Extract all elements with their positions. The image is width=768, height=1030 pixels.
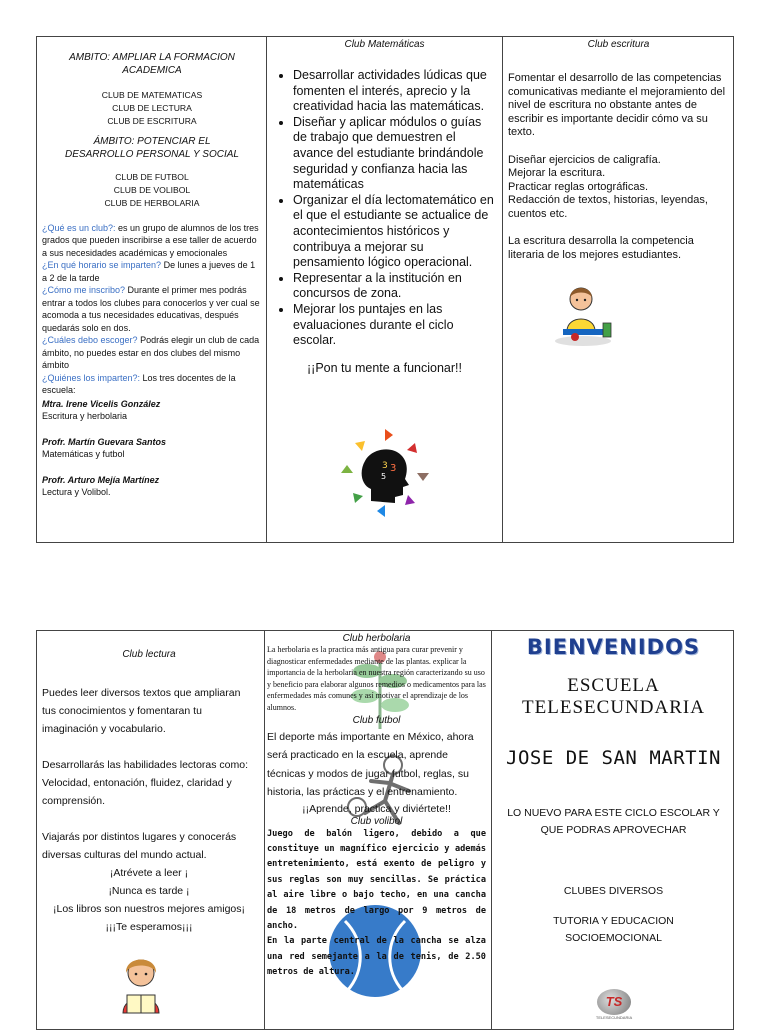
bullet-item: • Mejorar los puntajes en las evaluaciones durante el ciclo escolar. (293, 302, 496, 349)
volibol-text: Juego de balón ligero, debido a que constituye un magnífico ejercicio y además entretenimiento, está exento de peligro y sus reglas son muy sencillas. Se práctica al aire libre o bajo techo, en una cancha de 18 metros de largo por 9 metros de ancho. (267, 828, 486, 931)
teacher-subjects: Matemáticas y futbol (42, 449, 125, 460)
ambito1-club-list (42, 89, 262, 127)
teachers-list (42, 398, 262, 499)
faq-answer: Podrás elegir un club de cada ámbito, no puedes estar en dos clubes del mismo ámbito (42, 335, 260, 371)
teacher-subjects: Escritura y herbolaria (42, 411, 128, 422)
logo-caption: TELESECUNDARIA (595, 1015, 633, 1020)
school-type-line: TELESECUNDARIA (522, 697, 705, 718)
bullet-item: • Representar a la institución en concursos de zona. (293, 271, 496, 302)
logo-mark: TS (597, 989, 631, 1015)
volibol-text: En la parte central de la cancha se alza una red semejante a la de tenis, de 2.50 metros de altura. (267, 936, 486, 978)
escritura-activities (508, 154, 729, 222)
faq-question: ¿Cómo me inscribo? (42, 285, 126, 296)
clubs-deportes-column (265, 631, 491, 1029)
ambito2-club-list (42, 171, 262, 209)
school-type-line: ESCUELA (567, 675, 660, 696)
faq-section (42, 222, 262, 397)
faq-question: ¿Cuáles debo escoger? (42, 335, 138, 346)
slogan-line: ¡Los libros son nuestros mejores amigos¡ (53, 903, 245, 915)
club-matematicas-title: Club Matemáticas (344, 39, 425, 50)
student-writing-illustration (553, 283, 619, 349)
club-futbol-title: Club futbol (352, 714, 401, 726)
club-item: CLUB DE LECTURA (112, 102, 192, 113)
lectura-paragraph: Puedes leer diversos textos que ampliaran tus conocimientos y fomentaran tu imaginación y vocabulario. (42, 687, 241, 735)
club-item: CLUB DE VOLIBOL (113, 185, 191, 196)
welcome-title: BIENVENIDOS (526, 635, 701, 659)
faq-answer: es un grupo de alumnos de los tres grados que pueden inscribirse a ese taller de acuerdo a sus necesidades académicas y emocionales (42, 222, 259, 258)
tagline: LO NUEVO PARA ESTE CICLO ESCOLAR Y QUE PODRAS APROVECHAR (507, 807, 720, 836)
lectura-paragraph: Desarrollarás las habilidades lectoras como: Velocidad, entonación, fluidez, claridad y comprensión. (42, 759, 249, 807)
cover-column (492, 631, 734, 1029)
faq-answer: De lunes a jueves de 1 a 2 de la tarde (42, 260, 256, 283)
faq-question: ¿Qué es un club?: (42, 222, 116, 233)
feature-item: CLUBES DIVERSOS (563, 885, 664, 897)
club-item: CLUB DE HERBOLARIA (104, 197, 200, 208)
lectura-slogans (42, 864, 256, 936)
school-name: JOSE DE SAN MARTIN (506, 747, 721, 769)
brain-gears-illustration (335, 423, 435, 523)
slogan-line: ¡¡¡Te esperamos¡¡¡ (105, 921, 193, 933)
activity-line: Mejorar la escritura. (508, 167, 606, 179)
club-item: CLUB DE FUTBOL (115, 172, 189, 183)
bullet-item: • Desarrollar actividades lúdicas que fomenten el interés, aprecio y la creatividad hacia las matemáticas. (293, 68, 496, 115)
slogan-line: ¡Nunca es tarde ¡ (108, 885, 190, 897)
escritura-paragraph: La escritura desarrolla la competencia literaria de los mejores estudiantes. (508, 235, 694, 261)
ambito1-title: AMBITO: AMPLIAR LA FORMACION ACADEMICA (69, 52, 235, 76)
club-escritura-column (503, 37, 734, 542)
bottom-panel (36, 630, 734, 1030)
faq-answer: Los tres docentes de la escuela: (42, 372, 236, 396)
girl-reading-illustration (109, 953, 173, 1023)
activity-line: Redacción de textos, historias, leyendas, cuentos etc. (508, 194, 708, 220)
svg-text:3: 3 (390, 463, 397, 474)
bullet-item: • Diseñar y aplicar módulos o guías de trabajo que demuestren el avance del estudiante brindándole seguridad y confianza hacia las matemáticas (293, 115, 496, 193)
escritura-paragraph: Fomentar el desarrollo de las competencias comunicativas mediante el mejoramiento del nivel de escritura no obstante antes de escribir es importante decidir cómo va su texto. (508, 72, 726, 138)
club-lectura-column (37, 631, 264, 1029)
club-escritura-title: Club escritura (587, 39, 650, 50)
club-lectura-title: Club lectura (122, 649, 176, 660)
slogan-line: ¡Atrévete a leer ¡ (109, 867, 189, 879)
club-herbolaria-title: Club herbolaria (342, 633, 411, 644)
teacher-name: Profr. Martín Guevara Santos (42, 436, 167, 447)
teacher-name: Profr. Arturo Mejía Martínez (42, 474, 160, 485)
herbolaria-text: La herbolaria es la practica más antigua para curar prevenir y diagnosticar enfermedades mediante de las plantas. explicar la importancia de la herbolaria en nuestra región caracterizando su uso y beneficio para elaborar algunos remedios o medicamentos para las enfermedades más comunes y así motivar el aprendizaje de los alumnos. (267, 645, 486, 712)
telesecundaria-logo (593, 989, 635, 1020)
club-matematicas-column (267, 37, 502, 542)
ambito2-title: ÁMBITO: POTENCIAR EL DESARROLLO PERSONAL Y SOCIAL (65, 136, 239, 161)
lectura-paragraph: Viajarás por distintos lugares y conocerás diversas culturas del mundo actual. (42, 831, 237, 861)
teacher-name: Mtra. Irene Vicelis González (42, 398, 161, 409)
faq-answer: Durante el primer mes podrás entrar a todos los clubes para conocerlos y ver cual se acomoda a tus necesidades educativas, después quedarás solo en dos. (42, 285, 260, 333)
svg-text:5: 5 (381, 472, 387, 481)
matematicas-slogan: ¡¡Pon tu mente a funcionar!! (307, 360, 462, 375)
club-volibol-title: Club volibol (350, 815, 403, 827)
clubs-info-column (37, 37, 266, 542)
svg-text:3: 3 (382, 461, 388, 471)
teacher-subjects: Lectura y Volibol. (42, 487, 111, 498)
futbol-slogan: ¡¡Aprende, practica y diviértete!! (302, 802, 451, 815)
activity-line: Diseñar ejercicios de caligrafía. (508, 153, 661, 166)
bullet-item: • Organizar el día lectomatemático en el que el estudiante se actualice de acontecimientos históricos y contribuya a mejorar su pensamiento lógico operacional. (293, 193, 496, 271)
club-item: CLUB DE MATEMATICAS (101, 90, 203, 100)
faq-question: ¿Quiénes los imparten?: (42, 372, 141, 383)
matematicas-bullets (273, 68, 496, 349)
feature-item: TUTORIA Y EDUCACION SOCIOEMOCIONAL (553, 915, 674, 944)
activity-line: Practicar reglas ortográficas. (508, 180, 648, 193)
top-panel (36, 36, 734, 543)
faq-question: ¿En qué horario se imparten? (42, 260, 162, 271)
club-item: CLUB DE ESCRITURA (107, 115, 197, 126)
futbol-text: El deporte más importante en México, ahora será practicado en la escuela, aprende técnicas y modos de jugar futbol, reglas, su historia, las prácticas y el entrenamiento. (267, 730, 474, 799)
